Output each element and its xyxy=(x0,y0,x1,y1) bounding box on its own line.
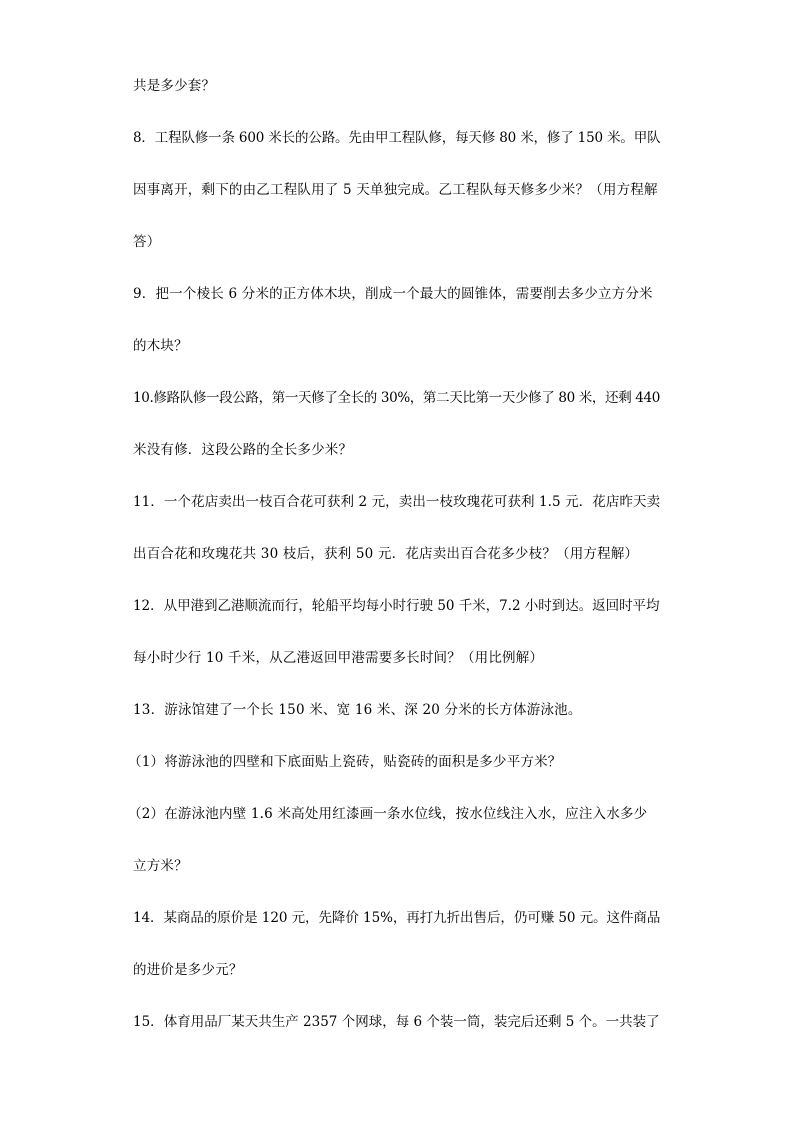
text-line: 的木块？ xyxy=(133,338,188,354)
text-line: 10.修路队修一段公路，第一天修了全长的 30%，第二天比第一天少修了 80 米，还剩 440 xyxy=(133,390,660,406)
text-line: 每小时少行 10 千米，从乙港返回甲港需要多长时间？（用比例解） xyxy=(133,650,544,666)
text-line: （2）在游泳池内壁 1.6 米高处用红漆画一条水位线，按水位线注入水，应注入水多少 xyxy=(128,806,648,822)
text-line: 11．一个花店卖出一枝百合花可获利 2 元，卖出一枝玫瑰花可获利 1.5 元．花店昨天卖 xyxy=(133,494,661,510)
text-line: 的进价是多少元？ xyxy=(133,962,243,978)
text-line: 8．工程队修一条 600 米长的公路。先由甲工程队修，每天修 80 米，修了 150 米。甲队 xyxy=(133,130,661,146)
text-line: 因事离开，剩下的由乙工程队用了 5 天单独完成。乙工程队每天修多少米？（用方程解 xyxy=(133,182,658,198)
text-line: 12．从甲港到乙港顺流而行，轮船平均每小时行驶 50 千米，7.2 小时到达。返回时平均 xyxy=(133,598,660,614)
text-line: 答） xyxy=(133,234,161,250)
text-line: 13．游泳馆建了一个长 150 米、宽 16 米、深 20 分米的长方体游泳池。 xyxy=(133,702,582,718)
text-line: 出百合花和玫瑰花共 30 枝后，获利 50 元．花店卖出百合花多少枝？（用方程解） xyxy=(133,546,639,562)
text-line: 15．体育用品厂某天共生产 2357 个网球，每 6 个装一筒，装完后还剩 5 个。一共装了 xyxy=(133,1014,660,1030)
text-line: 9．把一个棱长 6 分米的正方体木块，削成一个最大的圆锥体，需要削去多少立方分米 xyxy=(133,286,653,302)
text-line: （1）将游泳池的四壁和下底面贴上瓷砖，贴瓷砖的面积是多少平方米？ xyxy=(128,754,562,770)
text-line: 14．某商品的原价是 120 元，先降价 15%，再打九折出售后，仍可赚 50 元。这件商品 xyxy=(133,910,661,926)
text-line: 米没有修．这段公路的全长多少米？ xyxy=(133,442,353,458)
text-line: 立方米？ xyxy=(133,858,188,874)
text-line: 共是多少套？ xyxy=(133,78,216,94)
